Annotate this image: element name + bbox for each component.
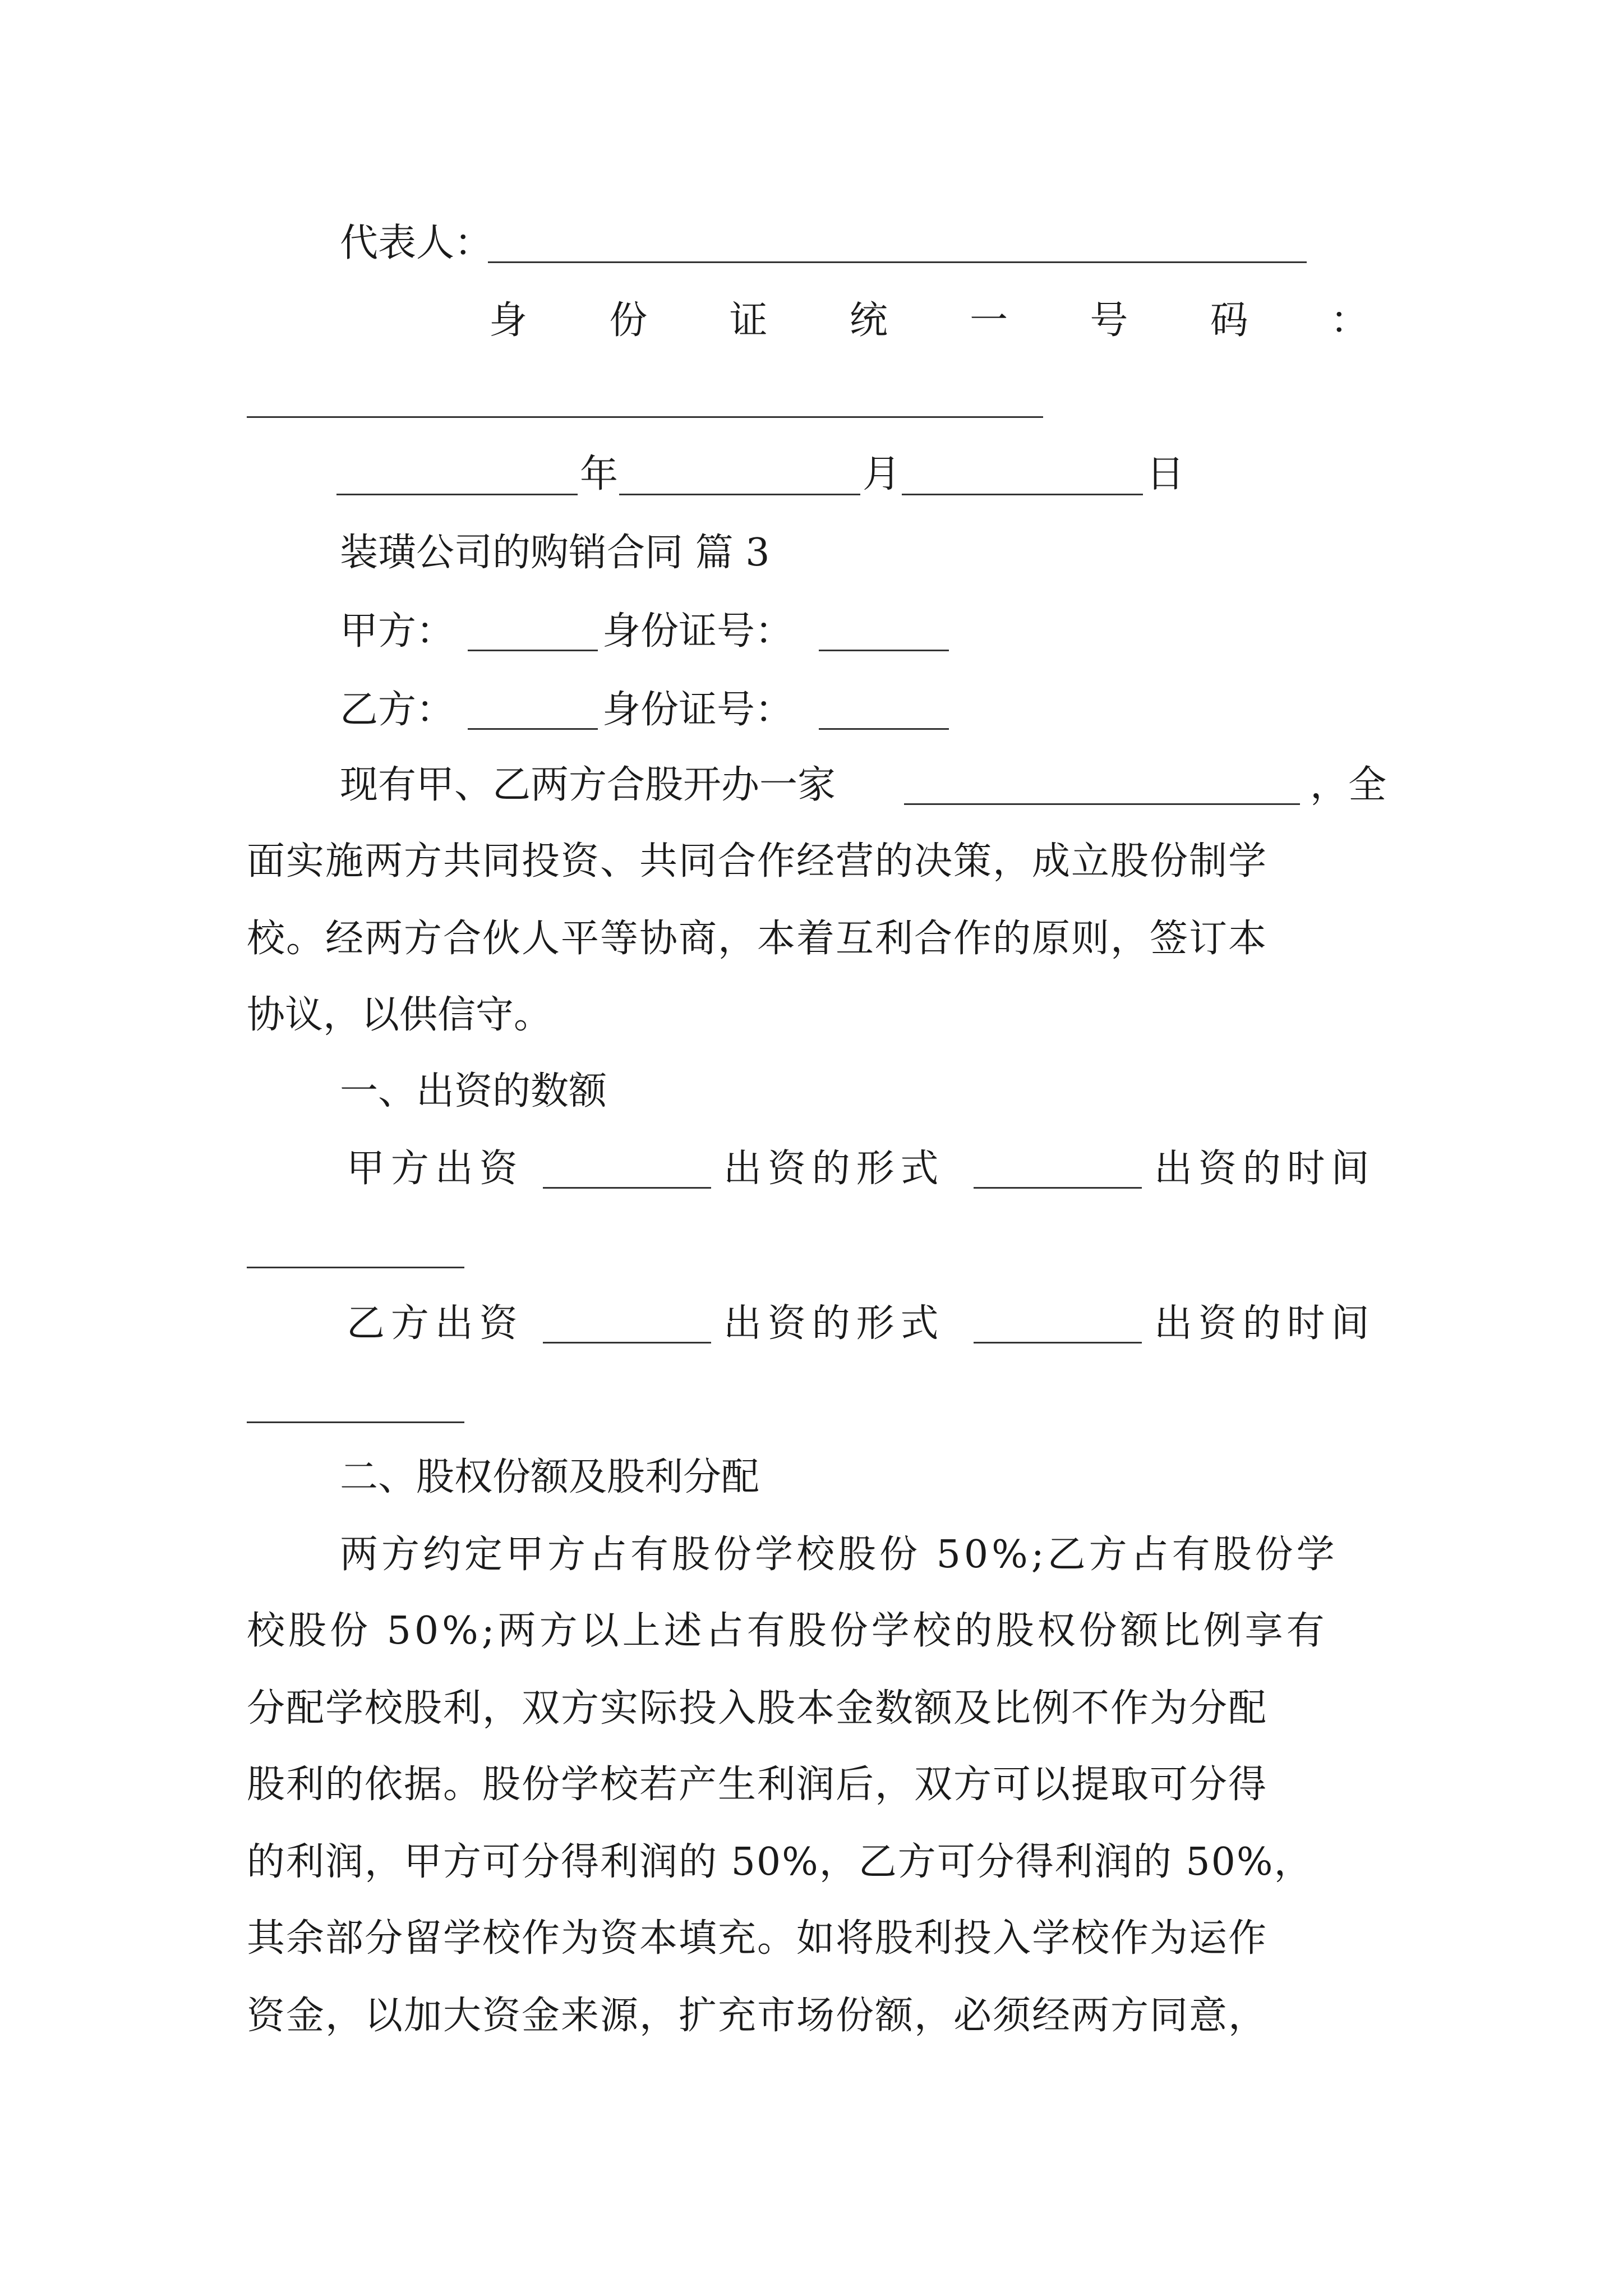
day-blank[interactable] [902,494,1143,495]
party-b-invest-blank[interactable] [543,1342,711,1343]
section-2-text: 股利的依据。股份学校若产生利润后，双方可以提取可分得 [247,1763,1268,1807]
party-a-invest-blank[interactable] [543,1187,711,1189]
party-b-name-blank[interactable] [468,728,598,730]
section-2-text: 资金，以加大资金来源，扩充市场份额，必须经两方同意， [247,1994,1268,2038]
id-code-blank[interactable] [247,416,1043,418]
section-2-line [247,1686,1385,1731]
id-code-char: 证 [729,298,768,343]
id-code-char: 码 [1210,298,1248,343]
party-a-time-blank[interactable] [247,1267,464,1268]
representative-line [340,221,493,265]
month-label: 月 [863,452,901,496]
id-code-char: 份 [609,298,648,343]
section-2-title: 二、股权份额及股利分配 [340,1455,760,1499]
section-2-text: 分配学校股利，双方实际投入股本金数额及比例不作为分配 [247,1686,1268,1731]
party-a-form-blank[interactable] [974,1187,1142,1189]
section-2-line [247,1840,1385,1884]
id-code-char: 身 [489,298,528,343]
party-a-id-blank[interactable] [819,650,949,651]
party-b-invest-label: 乙方出资 [347,1301,524,1346]
section-2-text: 其余部分留学校作为资本填充。如将股利投入学校作为运作 [247,1916,1268,1961]
party-a-id-label: 身份证号： [602,609,794,654]
party-b-form-blank[interactable] [974,1342,1142,1343]
year-label: 年 [580,452,619,496]
section-2-text: 的利润，甲方可分得利润的 50%，乙方可分得利润的 50%， [247,1840,1313,1884]
party-a-invest-label: 甲方出资 [347,1147,524,1191]
section-2-line [340,1533,1385,1577]
party-b-label: 乙方： [340,688,455,732]
party-a-name-blank[interactable] [468,650,598,651]
intro-line-2-text: 面实施两方共同投资、共同合作经营的决策，成立股份制学 [247,839,1268,884]
id-code-char: ： [1330,298,1368,343]
intro-line-4: 协议，以供信守。 [247,993,552,1037]
party-b-form-label: 出资的形式 [723,1301,945,1346]
party-b-id-label: 身份证号： [602,688,794,732]
intro-line-2 [247,839,1385,884]
intro-line-3 [247,917,1385,961]
intro-line-1-start: 现有甲、乙两方合股开办一家 [340,763,836,807]
id-code-char: 号 [1090,298,1128,343]
year-blank[interactable] [336,494,578,495]
id-code-line [489,298,1368,343]
section-2-text: 两方约定甲方占有股份学校股份 50%;乙方占有股份学 [340,1533,1338,1577]
id-code-char: 一 [970,298,1008,343]
party-b-time-blank[interactable] [247,1421,464,1423]
intro-school-blank[interactable] [904,803,1300,805]
section-2-text: 校股份 50%;两方以上述占有股份学校的股权份额比例享有 [247,1609,1328,1653]
section-2-line [247,1763,1385,1807]
intro-line-3-text: 校。经两方合伙人平等协商，本着互利合作的原则，签订本 [247,917,1268,961]
id-code-char: 统 [849,298,888,343]
day-label: 日 [1146,452,1185,496]
party-a-label: 甲方： [340,609,455,654]
section-1-title: 一、出资的数额 [340,1069,607,1114]
section-2-line [247,1916,1385,1961]
party-b-time-label: 出资的时间 [1154,1301,1376,1346]
party-b-id-blank[interactable] [819,728,949,730]
section-2-line [247,1994,1402,2038]
party-a-form-label: 出资的形式 [723,1147,945,1191]
section-2-line [247,1609,1385,1653]
month-blank[interactable] [619,494,860,495]
representative-label: 代表人： [340,221,493,265]
representative-blank[interactable] [488,261,1307,263]
section-heading: 装璜公司的购销合同 篇 3 [340,531,770,575]
party-a-time-label: 出资的时间 [1154,1147,1376,1191]
intro-line-1-end: ，全 [1310,763,1387,807]
